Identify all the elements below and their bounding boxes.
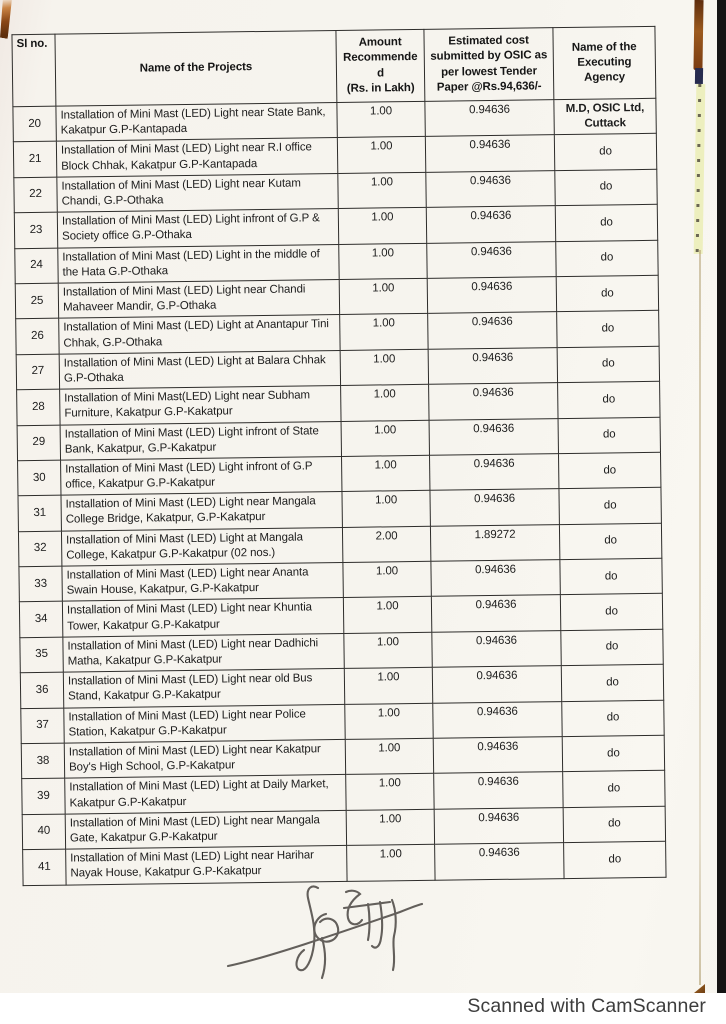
cell-sl-no: 40 xyxy=(22,814,65,850)
cell-amount: 1.00 xyxy=(344,668,432,705)
next-page-edge-brown xyxy=(693,0,703,70)
cell-sl-no: 36 xyxy=(20,672,63,708)
cell-estimated-cost: 0.94636 xyxy=(431,560,560,597)
cell-estimated-cost: 0.94636 xyxy=(434,807,563,844)
cell-amount: 1.00 xyxy=(338,208,426,245)
cell-project-name: Installation of Mini Mast (LED) Light infront of State Bank, Kakatpur, G.P-Kakatpur xyxy=(60,421,341,460)
cell-executing-agency: do xyxy=(560,594,662,631)
cell-amount: 1.00 xyxy=(341,384,429,421)
cell-amount: 1.00 xyxy=(345,738,433,775)
page-edge-line xyxy=(699,250,701,985)
cell-project-name: Installation of Mini Mast (LED) Light near Dadhichi Matha, Kakatpur G.P-Kakatpur xyxy=(63,633,344,672)
cell-project-name: Installation of Mini Mast (LED) Light near Chandi Mahaveer Mandir, G.P-Othaka xyxy=(58,279,339,318)
cell-executing-agency: do xyxy=(558,452,660,489)
scanner-edge-band xyxy=(717,0,726,993)
cell-sl-no: 41 xyxy=(23,849,66,885)
cell-amount: 1.00 xyxy=(343,561,431,598)
cell-estimated-cost: 0.94636 xyxy=(426,206,555,243)
cell-sl-no: 21 xyxy=(13,142,56,178)
cell-sl-no: 34 xyxy=(19,602,62,638)
cell-executing-agency: do xyxy=(555,169,657,206)
cell-amount: 1.00 xyxy=(340,314,428,351)
cell-estimated-cost: 0.94636 xyxy=(427,241,556,278)
cell-sl-no: 31 xyxy=(18,495,61,531)
cell-amount: 1.00 xyxy=(347,844,435,881)
cell-executing-agency: do xyxy=(557,311,659,348)
cell-executing-agency: do xyxy=(554,134,656,171)
cell-sl-no: 27 xyxy=(16,354,59,390)
next-page-edge-yellow xyxy=(694,84,706,254)
cell-estimated-cost: 0.94636 xyxy=(426,170,555,207)
cell-estimated-cost: 0.94636 xyxy=(434,772,563,809)
cell-executing-agency: do xyxy=(559,488,661,525)
cell-estimated-cost: 0.94636 xyxy=(431,595,560,632)
projects-table xyxy=(11,26,665,886)
scanner-footer-bar xyxy=(0,993,726,1024)
cell-project-name: Installation of Mini Mast(LED) Light near Subham Furniture, Kakatpur G.P-Kakatpur xyxy=(60,386,341,425)
cell-sl-no: 35 xyxy=(20,637,63,673)
cell-project-name: Installation of Mini Mast (LED) Light near Harihar Nayak House, Kakatpur G.P-Kakatpur xyxy=(66,846,347,885)
cell-estimated-cost: 0.94636 xyxy=(430,454,559,491)
cell-amount: 2.00 xyxy=(342,526,430,563)
cell-project-name: Installation of Mini Mast (LED) Light near State Bank, Kakatpur G.P-Kantapada xyxy=(56,102,337,141)
header-row xyxy=(12,26,656,106)
cell-project-name: Installation of Mini Mast (LED) Light infront of G.P & Society office G.P-Othaka xyxy=(57,209,338,248)
cell-amount: 1.00 xyxy=(342,491,430,528)
cell-project-name: Installation of Mini Mast (LED) Light at Balara Chhak G.P-Othaka xyxy=(59,350,340,389)
cell-project-name: Installation of Mini Mast (LED) Light at Daily Market, Kakatpur G.P-Kakatpur xyxy=(65,775,346,814)
cell-estimated-cost: 0.94636 xyxy=(432,666,561,703)
cell-sl-no: 22 xyxy=(14,177,57,213)
cell-amount: 1.00 xyxy=(341,420,429,457)
header-project-name: Name of the Projects xyxy=(55,30,337,106)
cell-executing-agency: do xyxy=(558,417,660,454)
cell-amount: 1.00 xyxy=(339,278,427,315)
cell-executing-agency: do xyxy=(563,771,665,808)
cell-sl-no: 23 xyxy=(14,212,57,248)
cell-amount: 1.00 xyxy=(337,137,425,174)
cell-sl-no: 29 xyxy=(17,425,60,461)
cell-estimated-cost: 0.94636 xyxy=(433,737,562,774)
cell-sl-no: 37 xyxy=(21,708,64,744)
header-sl-no: Sl no. xyxy=(12,34,56,107)
cell-sl-no: 33 xyxy=(19,566,62,602)
cell-estimated-cost: 0.94636 xyxy=(433,701,562,738)
cell-executing-agency: do xyxy=(557,346,659,383)
cell-amount: 1.00 xyxy=(339,243,427,280)
cell-project-name: Installation of Mini Mast (LED) Light at Anantapur Tini Chhak, G.P-Othaka xyxy=(59,315,340,354)
cell-amount: 1.00 xyxy=(342,455,430,492)
handwritten-signature xyxy=(222,874,437,986)
cell-estimated-cost: 0.94636 xyxy=(432,630,561,667)
cell-executing-agency: do xyxy=(561,629,663,666)
cell-estimated-cost: 1.89272 xyxy=(430,524,559,561)
cell-amount: 1.00 xyxy=(345,703,433,740)
cell-project-name: Installation of Mini Mast (LED) Light near Khuntia Tower, Kakatpur G.P-Kakatpur xyxy=(62,598,343,637)
cell-executing-agency: do xyxy=(561,665,663,702)
cell-amount: 1.00 xyxy=(344,632,432,669)
cell-estimated-cost: 0.94636 xyxy=(429,383,558,420)
cell-estimated-cost: 0.94636 xyxy=(430,489,559,526)
cell-estimated-cost: 0.94636 xyxy=(428,347,557,384)
cell-executing-agency: do xyxy=(562,735,664,772)
cell-executing-agency: do xyxy=(558,381,660,418)
cell-amount: 1.00 xyxy=(337,101,425,138)
cell-sl-no: 26 xyxy=(16,318,59,354)
cell-project-name: Installation of Mini Mast (LED) Light near Kutam Chandi, G.P-Othaka xyxy=(57,173,338,212)
cell-executing-agency: do xyxy=(560,558,662,595)
cell-project-name: Installation of Mini Mast (LED) Light near old Bus Stand, Kakatpur G.P-Kakatpur xyxy=(63,669,344,708)
cell-sl-no: 32 xyxy=(18,531,61,567)
cell-project-name: Installation of Mini Mast (LED) Light near Mangala Gate, Kakatpur G.P-Kakatpur xyxy=(65,810,346,849)
cell-sl-no: 39 xyxy=(22,779,65,815)
cell-executing-agency: do xyxy=(556,240,658,277)
cell-estimated-cost: 0.94636 xyxy=(425,135,554,172)
cell-executing-agency: do xyxy=(555,204,657,241)
cell-amount: 1.00 xyxy=(346,809,434,846)
cell-amount: 1.00 xyxy=(340,349,428,386)
cell-estimated-cost: 0.94636 xyxy=(427,277,556,314)
cell-amount: 1.00 xyxy=(346,774,434,811)
cell-sl-no: 25 xyxy=(15,283,58,319)
cell-amount: 1.00 xyxy=(338,172,426,209)
header-estimated-cost: Estimated cost submitted by OSIC as per lowest Tender Paper @Rs.94,636/- xyxy=(424,28,554,102)
cell-executing-agency: do xyxy=(556,275,658,312)
cell-amount: 1.00 xyxy=(343,597,431,634)
cell-project-name: Installation of Mini Mast (LED) Light in the middle of the Hata G.P-Othaka xyxy=(58,244,339,283)
cell-project-name: Installation of Mini Mast (LED) Light near Police Station, Kakatpur G.P-Kakatpur xyxy=(64,704,345,743)
cell-project-name: Installation of Mini Mast (LED) Light near Mangala College Bridge, Kakatpur, G.P-Kakatpur xyxy=(61,492,342,531)
camscanner-watermark: Scanned with CamScanner xyxy=(467,995,706,1017)
cell-project-name: Installation of Mini Mast (LED) Light at Mangala College, Kakatpur G.P-Kakatpur (02 nos.) xyxy=(61,527,342,566)
cell-project-name: Installation of Mini Mast (LED) Light near R.I office Block Chhak, Kakatpur G.P-Kantapada xyxy=(56,138,337,177)
cell-sl-no: 24 xyxy=(15,248,58,284)
cell-executing-agency: M.D, OSIC Ltd, Cuttack xyxy=(554,98,656,135)
next-page-edge-navy xyxy=(695,68,703,84)
cell-executing-agency: do xyxy=(563,806,665,843)
cell-sl-no: 20 xyxy=(13,106,56,142)
cell-sl-no: 28 xyxy=(17,389,60,425)
cell-project-name: Installation of Mini Mast (LED) Light infront of G.P office, Kakatpur G.P-Kakatpur xyxy=(61,456,342,495)
header-executing-agency: Name of the Executing Agency xyxy=(553,26,656,99)
cell-estimated-cost: 0.94636 xyxy=(428,312,557,349)
cell-executing-agency: do xyxy=(562,700,664,737)
next-page-edge xyxy=(693,0,705,995)
cell-project-name: Installation of Mini Mast (LED) Light near Kakatpur Boy's High School, G.P-Kakatpur xyxy=(64,739,345,778)
cell-estimated-cost: 0.94636 xyxy=(425,100,554,137)
cell-estimated-cost: 0.94636 xyxy=(429,418,558,455)
cell-executing-agency: do xyxy=(564,841,666,878)
cell-sl-no: 30 xyxy=(18,460,61,496)
header-amount-recommended: Amount Recommende d (Rs. in Lakh) xyxy=(336,29,425,102)
cell-sl-no: 38 xyxy=(21,743,64,779)
next-page-edge-text-dashes xyxy=(696,84,702,254)
cell-project-name: Installation of Mini Mast (LED) Light near Ananta Swain House, Kakatpur, G.P-Kakatpur xyxy=(62,563,343,602)
cell-executing-agency: do xyxy=(559,523,661,560)
cell-estimated-cost: 0.94636 xyxy=(435,843,564,880)
